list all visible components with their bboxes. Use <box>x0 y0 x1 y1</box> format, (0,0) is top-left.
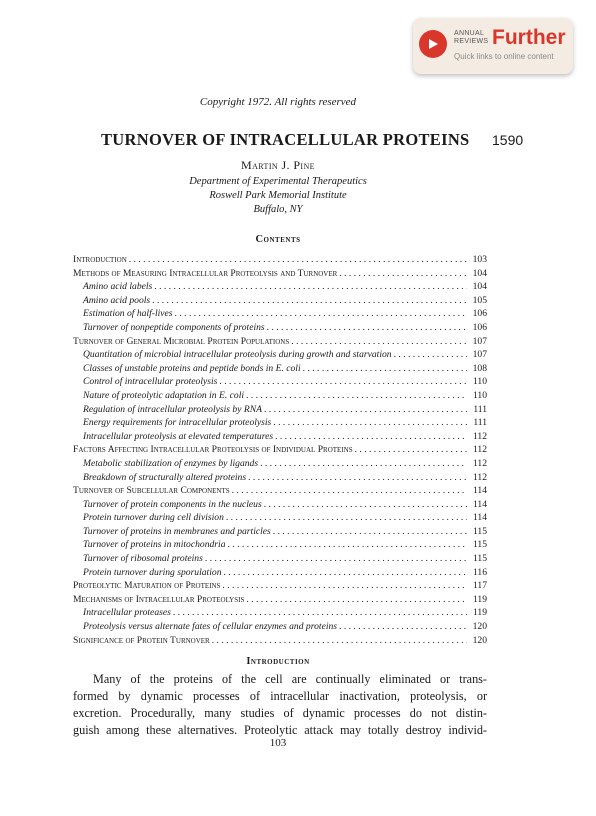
toc-entry-page: 104 <box>472 281 487 293</box>
toc-entry-label: Estimation of half-lives <box>83 308 173 320</box>
toc-leader-dots <box>219 375 467 389</box>
toc-entry-page: 117 <box>472 580 487 592</box>
toc-entry-label: Factors Affecting Intracellular Proteolysis of Individual Proteins <box>73 444 353 456</box>
toc-entry-page: 120 <box>472 621 487 633</box>
toc-leader-dots <box>212 634 467 648</box>
further-label: Further <box>492 26 566 49</box>
toc-entry-label: Mechanisms of Intracellular Proteolysis <box>73 593 245 605</box>
toc-entry-page: 103 <box>472 254 487 265</box>
toc-entry <box>73 634 487 648</box>
toc-entry <box>73 335 487 349</box>
toc-leader-dots <box>246 593 467 607</box>
toc-leader-dots <box>264 498 467 512</box>
toc-leader-dots <box>246 389 467 403</box>
toc-entry-page: 112 <box>472 471 487 483</box>
toc-leader-dots <box>273 416 467 430</box>
toc-entry-page: 120 <box>472 634 487 646</box>
toc-entry-label: Methods of Measuring Intracellular Proteolysis and Turnover <box>73 267 338 279</box>
toc-entry-label: Metabolic stabilization of enzymes by ligands <box>83 457 259 469</box>
toc-leader-dots <box>226 511 467 525</box>
toc-leader-dots <box>222 579 467 593</box>
toc-entry-label: Breakdown of structurally altered proteins <box>83 471 247 483</box>
toc-leader-dots <box>394 348 467 362</box>
toc-leader-dots <box>152 294 467 308</box>
body-text-line: excretion. Procedurally, many studies of dynamic processes do not distin- <box>73 706 487 720</box>
copyright-notice: Copyright 1972. All rights reserved <box>199 96 357 108</box>
toc-leader-dots <box>303 362 467 376</box>
toc-leader-dots <box>248 471 467 485</box>
toc-entry-page: 104 <box>472 267 487 279</box>
toc-entry <box>73 525 487 539</box>
page-number: 103 <box>269 737 287 749</box>
toc-entry-label: Significance of Protein Turnover <box>73 634 210 646</box>
toc-leader-dots <box>291 335 467 349</box>
affiliation-department: Department of Experimental Therapeutics <box>189 176 367 187</box>
toc-entry <box>73 566 487 580</box>
toc-entry-label: Classes of unstable proteins and peptide bonds in E. coli <box>83 362 301 374</box>
article-title: TURNOVER OF INTRACELLULAR PROTEINS <box>101 130 470 149</box>
toc-entry <box>73 389 487 403</box>
affiliation-institute: Roswell Park Memorial Institute <box>209 190 347 201</box>
toc-entry-page: 115 <box>472 525 487 537</box>
toc-entry <box>73 511 487 525</box>
toc-entry-label: Proteolysis versus alternate fates of cellular enzymes and proteins <box>83 621 338 633</box>
toc-leader-dots <box>267 321 467 335</box>
toc-entry <box>73 267 487 281</box>
further-badge[interactable] <box>413 18 573 74</box>
toc-entry <box>73 321 487 335</box>
toc-leader-dots <box>154 280 467 294</box>
toc-leader-dots <box>275 430 467 444</box>
article-code: 1590 <box>492 132 524 148</box>
toc-entry <box>73 457 487 471</box>
annual-reviews-logo <box>454 30 488 46</box>
toc-entry <box>73 471 487 485</box>
toc-entry <box>73 294 487 308</box>
introduction-heading: Introduction <box>246 656 310 667</box>
toc-entry-label: Turnover of General Microbial Protein Populations <box>73 335 290 347</box>
toc-entry-label: Intracellular proteolysis at elevated temperatures <box>83 430 274 442</box>
contents-heading: Contents <box>255 234 301 245</box>
toc-entry <box>73 253 487 267</box>
toc-entry-page: 119 <box>472 593 487 605</box>
toc-leader-dots <box>273 525 467 539</box>
toc-entry <box>73 552 487 566</box>
toc-entry <box>73 307 487 321</box>
toc-leader-dots <box>205 552 467 566</box>
toc-entry-label: Regulation of intracellular proteolysis by RNA <box>83 403 262 415</box>
toc-entry <box>73 443 487 457</box>
toc-leader-dots <box>175 307 467 321</box>
toc-entry-label: Amino acid labels <box>83 281 153 293</box>
brand-line-1: ANNUAL <box>454 30 485 37</box>
toc-leader-dots <box>228 538 468 552</box>
toc-leader-dots <box>224 566 468 580</box>
toc-entry <box>73 620 487 634</box>
toc-entry-page: 107 <box>472 349 487 361</box>
toc-entry-page: 112 <box>472 444 487 456</box>
toc-entry <box>73 606 487 620</box>
toc-entry-page: 106 <box>472 321 487 333</box>
toc-entry-page: 112 <box>472 457 487 469</box>
play-arrow-icon <box>419 30 447 58</box>
toc-entry-page: 111 <box>473 417 487 429</box>
toc-leader-dots <box>260 457 467 471</box>
toc-entry-page: 115 <box>472 539 487 551</box>
toc-entry <box>73 403 487 417</box>
toc-entry-label: Energy requirements for intracellular proteolysis <box>83 417 272 429</box>
toc-entry <box>73 430 487 444</box>
toc-entry-page: 114 <box>472 498 487 510</box>
toc-entry-label: Proteolytic Maturation of Proteins <box>73 580 221 592</box>
body-text-line: Many of the proteins of the cell are continually eliminated or trans- <box>93 672 487 686</box>
toc-leader-dots <box>232 484 467 498</box>
toc-leader-dots <box>173 606 467 620</box>
toc-entry <box>73 498 487 512</box>
toc-entry <box>73 280 487 294</box>
author-name: Martin J. Pine <box>241 158 315 172</box>
toc-entry-label: Turnover of proteins in mitochondria <box>83 539 226 551</box>
toc-entry-label: Protein turnover during cell division <box>83 512 224 524</box>
toc-leader-dots <box>355 443 467 457</box>
toc-entry-page: 114 <box>472 512 487 524</box>
toc-leader-dots <box>339 267 467 281</box>
toc-entry-page: 116 <box>472 566 487 578</box>
toc-entry <box>73 362 487 376</box>
affiliation-city: Buffalo, NY <box>253 204 303 215</box>
toc-entry-page: 115 <box>472 553 487 565</box>
toc-entry-label: Turnover of proteins in membranes and particles <box>83 525 271 537</box>
toc-entry-label: Turnover of protein components in the nucleus <box>83 498 262 510</box>
toc-entry-label: Turnover of ribosomal proteins <box>83 553 203 565</box>
toc-entry <box>73 348 487 362</box>
toc-entry-page: 107 <box>472 335 487 347</box>
toc-entry-label: Quantitation of microbial intracellular proteolysis during growth and starvation <box>83 349 392 361</box>
toc-entry <box>73 416 487 430</box>
body-text-line: guish among these alternatives. Proteolytic attack may totally destroy individ- <box>73 723 487 737</box>
brand-line-2: REVIEWS <box>454 38 489 45</box>
toc-leader-dots <box>339 620 467 634</box>
toc-entry-label: Protein turnover during sporulation <box>83 566 222 578</box>
toc-entry-page: 119 <box>472 607 487 619</box>
toc-entry <box>73 579 487 593</box>
toc-entry-page: 110 <box>472 389 487 401</box>
further-subtitle: Quick links to online content <box>454 52 554 61</box>
toc-entry <box>73 484 487 498</box>
toc-entry-page: 105 <box>472 294 487 306</box>
toc-entry-page: 110 <box>472 376 487 388</box>
toc-entry-page: 112 <box>472 430 487 442</box>
toc-entry <box>73 375 487 389</box>
toc-leader-dots <box>264 403 467 417</box>
toc-entry <box>73 593 487 607</box>
toc-entry-label: Amino acid pools <box>83 294 151 306</box>
toc-leader-dots <box>129 253 467 267</box>
toc-entry <box>73 538 487 552</box>
introduction-body <box>73 671 487 739</box>
toc-entry-page: 108 <box>472 362 487 374</box>
body-text-line: formed by dynamic processes of intracellular inactivation, proteolysis, or <box>73 689 487 703</box>
toc-entry-label: Nature of proteolytic adaptation in E. coli <box>83 389 245 401</box>
toc-entry-page: 111 <box>473 403 487 415</box>
toc-entry-page: 106 <box>472 308 487 320</box>
toc-entry-label: Intracellular proteases <box>83 607 171 619</box>
toc-entry-page: 114 <box>472 485 487 497</box>
toc-entry-label: Turnover of Subcellular Components <box>73 485 230 497</box>
toc-entry-label: Control of intracellular proteolysis <box>83 376 218 388</box>
toc-entry-label: Turnover of nonpeptide components of proteins <box>83 321 265 333</box>
toc-entry-label: Introduction <box>73 254 127 265</box>
table-of-contents <box>73 253 487 647</box>
